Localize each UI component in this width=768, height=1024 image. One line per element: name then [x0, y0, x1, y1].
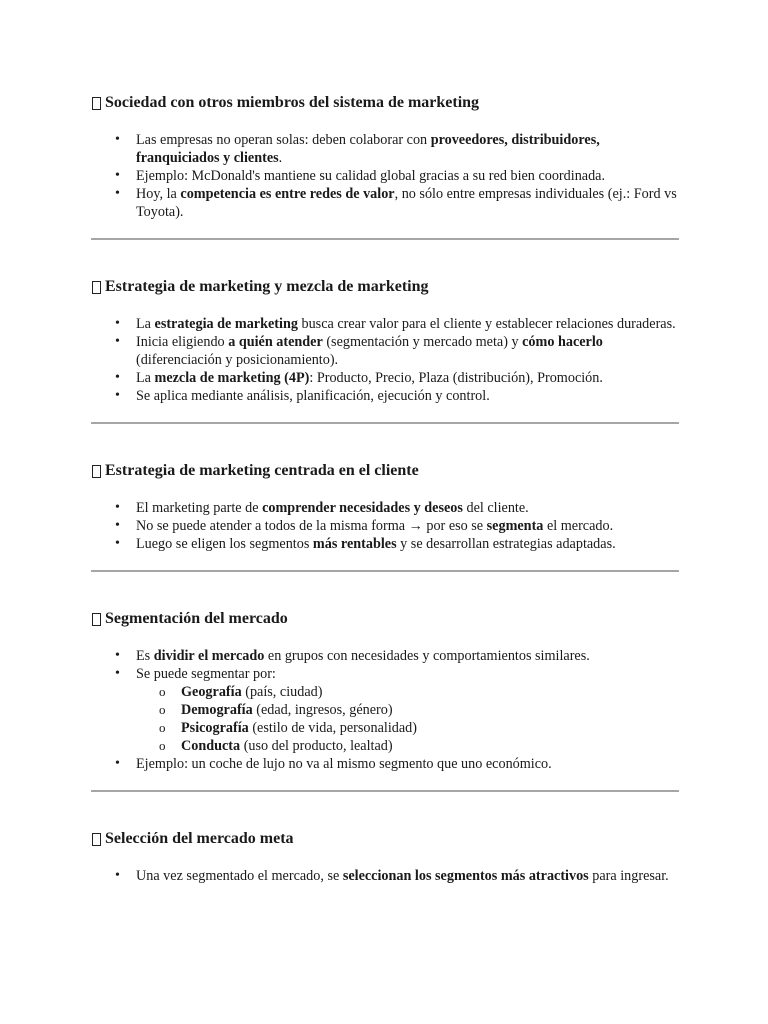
text-run: busca crear valor para el cliente y establecer relaciones duraderas.: [297, 316, 676, 332]
text-run-bold: cómo hacerlo: [522, 334, 603, 350]
bullet-list: [91, 647, 679, 773]
list-item: [136, 167, 679, 185]
list-item: [136, 517, 679, 535]
text-run-bold: dividir el mercado: [153, 648, 265, 664]
bullet-list: [91, 499, 679, 553]
sub-list-item: [181, 737, 679, 755]
sub-list-item: [181, 683, 679, 701]
text-run: El marketing parte de: [136, 500, 263, 516]
text-run: Ejemplo: un coche de lujo no va al mismo segmento que uno económico.: [136, 756, 552, 772]
text-run: (edad, ingresos, género): [252, 702, 393, 718]
section-title: Estrategia de marketing centrada en el cliente: [105, 462, 419, 479]
section-heading: [91, 828, 679, 850]
text-run: del cliente.: [462, 500, 529, 516]
list-item: [136, 535, 679, 553]
text-run: (segmentación y mercado meta) y: [322, 334, 523, 350]
sub-list: [136, 683, 679, 755]
section-heading: [91, 460, 679, 482]
text-run-bold: Demografía: [181, 702, 253, 718]
text-run: (país, ciudad): [241, 684, 323, 700]
text-run: Es: [136, 648, 154, 664]
text-run-bold: competencia es entre redes de valor: [180, 186, 395, 202]
text-run: el mercado.: [543, 518, 614, 534]
document-page: [91, 92, 679, 885]
text-run: Se aplica mediante análisis, planificación, ejecución y control.: [136, 388, 490, 404]
text-run-bold: comprender necesidades y deseos: [262, 500, 463, 516]
text-run: Las empresas no operan solas: deben colaborar con: [136, 132, 431, 148]
missing-glyph-icon: [92, 465, 101, 478]
horizontal-divider: [91, 238, 679, 240]
list-item: [136, 369, 679, 387]
text-run-bold: estrategia de marketing: [154, 316, 298, 332]
text-run: (uso del producto, lealtad): [240, 738, 393, 754]
text-run-bold: Conducta: [181, 738, 241, 754]
text-run: para ingresar.: [588, 868, 669, 884]
text-run: : Producto, Precio, Plaza (distribución), Promoción.: [309, 370, 603, 386]
text-run: Ejemplo: McDonald's mantiene su calidad global gracias a su red bien coordinada.: [136, 168, 606, 184]
text-run: (diferenciación y posicionamiento).: [136, 352, 339, 368]
text-run-bold: mezcla de marketing (4P): [154, 370, 310, 386]
text-run: Hoy, la: [136, 186, 181, 202]
text-run: La: [136, 370, 155, 386]
section-centrada-cliente: [91, 460, 679, 572]
text-run: Se puede segmentar por:: [136, 666, 276, 682]
text-run-bold: Psicografía: [181, 720, 249, 736]
horizontal-divider: [91, 570, 679, 572]
text-run-bold: seleccionan los segmentos más atractivos: [342, 868, 589, 884]
section-title: Selección del mercado meta: [105, 830, 294, 847]
list-item: [136, 387, 679, 405]
list-item: [136, 131, 679, 167]
list-item: [136, 665, 679, 755]
bullet-list: [91, 867, 679, 885]
text-run: y se desarrollan estrategias adaptadas.: [396, 536, 616, 552]
list-item: [136, 333, 679, 369]
text-run-bold: proveedores, distribuidores, franquiciados y clientes: [136, 132, 600, 166]
text-run-bold: más rentables: [312, 536, 397, 552]
missing-glyph-icon: [92, 613, 101, 626]
text-run: , no sólo entre empresas individuales (ej.: Ford vs Toyota).: [136, 186, 677, 220]
text-run: No se puede atender a todos de la misma forma → por eso se: [136, 518, 487, 534]
section-title: Segmentación del mercado: [105, 610, 288, 627]
sub-list-item: [181, 701, 679, 719]
list-item: [136, 647, 679, 665]
bullet-list: [91, 131, 679, 221]
list-item: [136, 185, 679, 221]
text-run: Una vez segmentado el mercado, se: [136, 868, 343, 884]
section-heading: [91, 608, 679, 630]
text-run: Inicia eligiendo: [136, 334, 229, 350]
section-title: Estrategia de marketing y mezcla de marketing: [105, 278, 429, 295]
text-run: Luego se eligen los segmentos: [136, 536, 313, 552]
section-heading: [91, 276, 679, 298]
missing-glyph-icon: [92, 97, 101, 110]
text-run-bold: Geografía: [181, 684, 242, 700]
list-item: [136, 867, 679, 885]
sub-list-item: [181, 719, 679, 737]
missing-glyph-icon: [92, 833, 101, 846]
list-item: [136, 315, 679, 333]
section-estrategia-mezcla: [91, 276, 679, 424]
horizontal-divider: [91, 422, 679, 424]
list-item: [136, 499, 679, 517]
missing-glyph-icon: [92, 281, 101, 294]
list-item: [136, 755, 679, 773]
bullet-list: [91, 315, 679, 405]
section-sociedad: [91, 92, 679, 240]
text-run: en grupos con necesidades y comportamientos similares.: [264, 648, 590, 664]
horizontal-divider: [91, 790, 679, 792]
section-segmentacion: [91, 608, 679, 792]
section-heading: [91, 92, 679, 114]
text-run-bold: segmenta: [486, 518, 544, 534]
text-run: La: [136, 316, 155, 332]
text-run: (estilo de vida, personalidad): [248, 720, 417, 736]
text-run-bold: a quién atender: [228, 334, 323, 350]
text-run: .: [278, 150, 283, 166]
section-title: Sociedad con otros miembros del sistema de marketing: [105, 94, 480, 111]
section-mercado-meta: [91, 828, 679, 885]
